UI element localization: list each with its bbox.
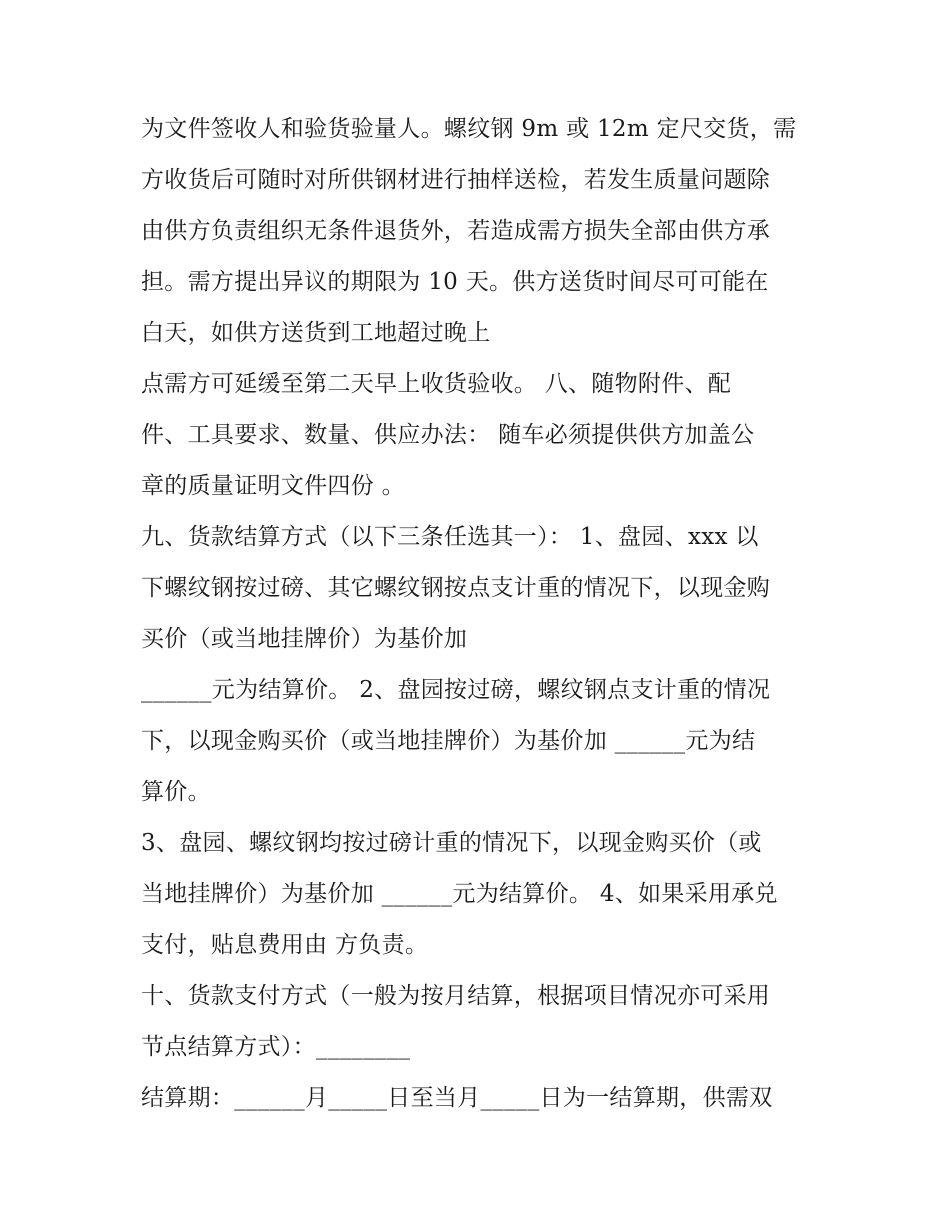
text-line: 下螺纹钢按过磅、其它螺纹钢按点支计重的情况下，以现金购 (141, 575, 771, 601)
text-line: 由供方负责组织无条件退货外，若造成需方损失全部由供方承 (141, 218, 771, 244)
text-line: 算价。 (141, 779, 211, 805)
text-line: 3、盘园、螺纹钢均按过磅计重的情况下，以现金购买价（或 (141, 830, 762, 856)
text-line: 为文件签收人和验货验量人。螺纹钢 9m 或 12m 定尺交货，需 (141, 116, 797, 142)
text-line: 当地挂牌价）为基价加 ______元为结算价。 4、如果采用承兑 (141, 881, 778, 907)
text-line: 支付，贴息费用由 方负责。 (141, 932, 429, 958)
text-line: 点需方可延缓至第二天早上收货验收。 八、随物附件、配 (141, 371, 732, 397)
text-line: 件、工具要求、数量、供应办法： 随车必须提供供方加盖公 (141, 422, 755, 448)
text-line: 下，以现金购买价（或当地挂牌价）为基价加 ______元为结 (141, 728, 756, 754)
text-line: 担。需方提出异议的期限为 10 天。供方送货时间尽可可能在 (141, 269, 769, 295)
text-line: 十、货款支付方式（一般为按月结算，根据项目情况亦可采用 (141, 983, 771, 1009)
text-line: 结算期：______月_____日至当月_____日为一结算期，供需双 (141, 1085, 773, 1111)
text-line: 白天，如供方送货到工地超过晚上 (141, 320, 491, 346)
text-line: ______元为结算价。 2、盘园按过磅，螺纹钢点支计重的情况 (141, 677, 771, 703)
text-line: 章的质量证明文件四份 。 (141, 473, 405, 499)
text-line: 方收货后可随时对所供钢材进行抽样送检，若发生质量问题除 (141, 167, 771, 193)
document-body (141, 104, 831, 1124)
text-line: 节点结算方式）：________ (141, 1034, 411, 1060)
text-line: 买价（或当地挂牌价）为基价加 (141, 626, 468, 652)
text-line: 九、货款结算方式（以下三条任选其一）： 1、盘园、xxx 以 (141, 524, 759, 550)
